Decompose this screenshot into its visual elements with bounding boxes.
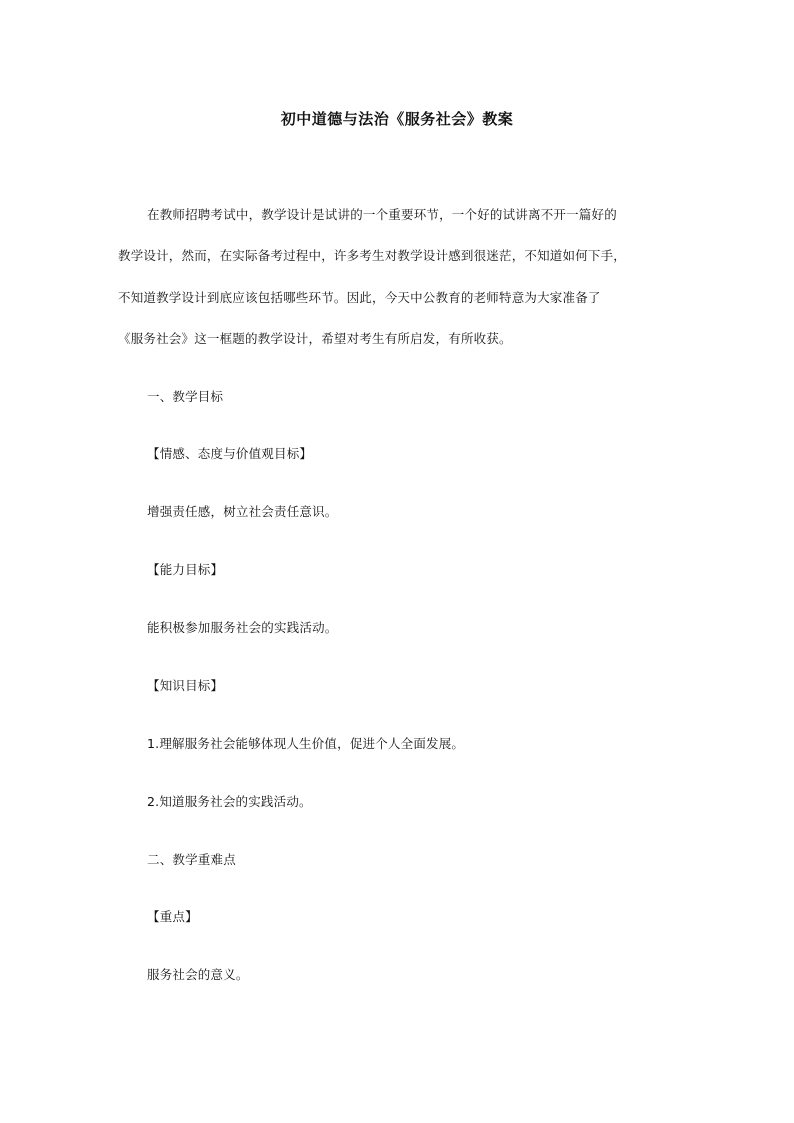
intro-line-2: 教学设计，然而，在实际备考过程中，许多考生对教学设计感到很迷茫，不知道如何下手， (118, 248, 627, 263)
knowledge-goal-item-2: 2.知道服务社会的实践活动。 (147, 794, 312, 809)
intro-line-3: 不知道教学设计到底应该包括哪些环节。因此，今天中公教育的老师特意为大家准备了 (118, 290, 601, 305)
document-title: 初中道德与法治《服务社会》教案 (280, 110, 514, 128)
ability-goal-text: 能积极参加服务社会的实践活动。 (147, 620, 338, 635)
intro-line-4: 《服务社会》这一框题的教学设计，希望对考生有所启发，有所收获。 (118, 331, 512, 346)
section-heading-key-difficult-points: 二、教学重难点 (147, 852, 236, 867)
knowledge-goal-item-1: 1.理解服务社会能够体现人生价值，促进个人全面发展。 (147, 736, 465, 751)
key-point-label: 【重点】 (147, 909, 198, 924)
emotion-goal-text: 增强责任感，树立社会责任意识。 (147, 504, 338, 519)
ability-goal-label: 【能力目标】 (147, 562, 224, 577)
knowledge-goal-label: 【知识目标】 (147, 678, 224, 693)
section-heading-teaching-goals: 一、教学目标 (147, 389, 224, 404)
key-point-text: 服务社会的意义。 (147, 967, 249, 982)
emotion-goal-label: 【情感、态度与价值观目标】 (147, 446, 313, 461)
intro-line-1: 在教师招聘考试中，教学设计是试讲的一个重要环节，一个好的试讲离不开一篇好的 (147, 207, 617, 222)
